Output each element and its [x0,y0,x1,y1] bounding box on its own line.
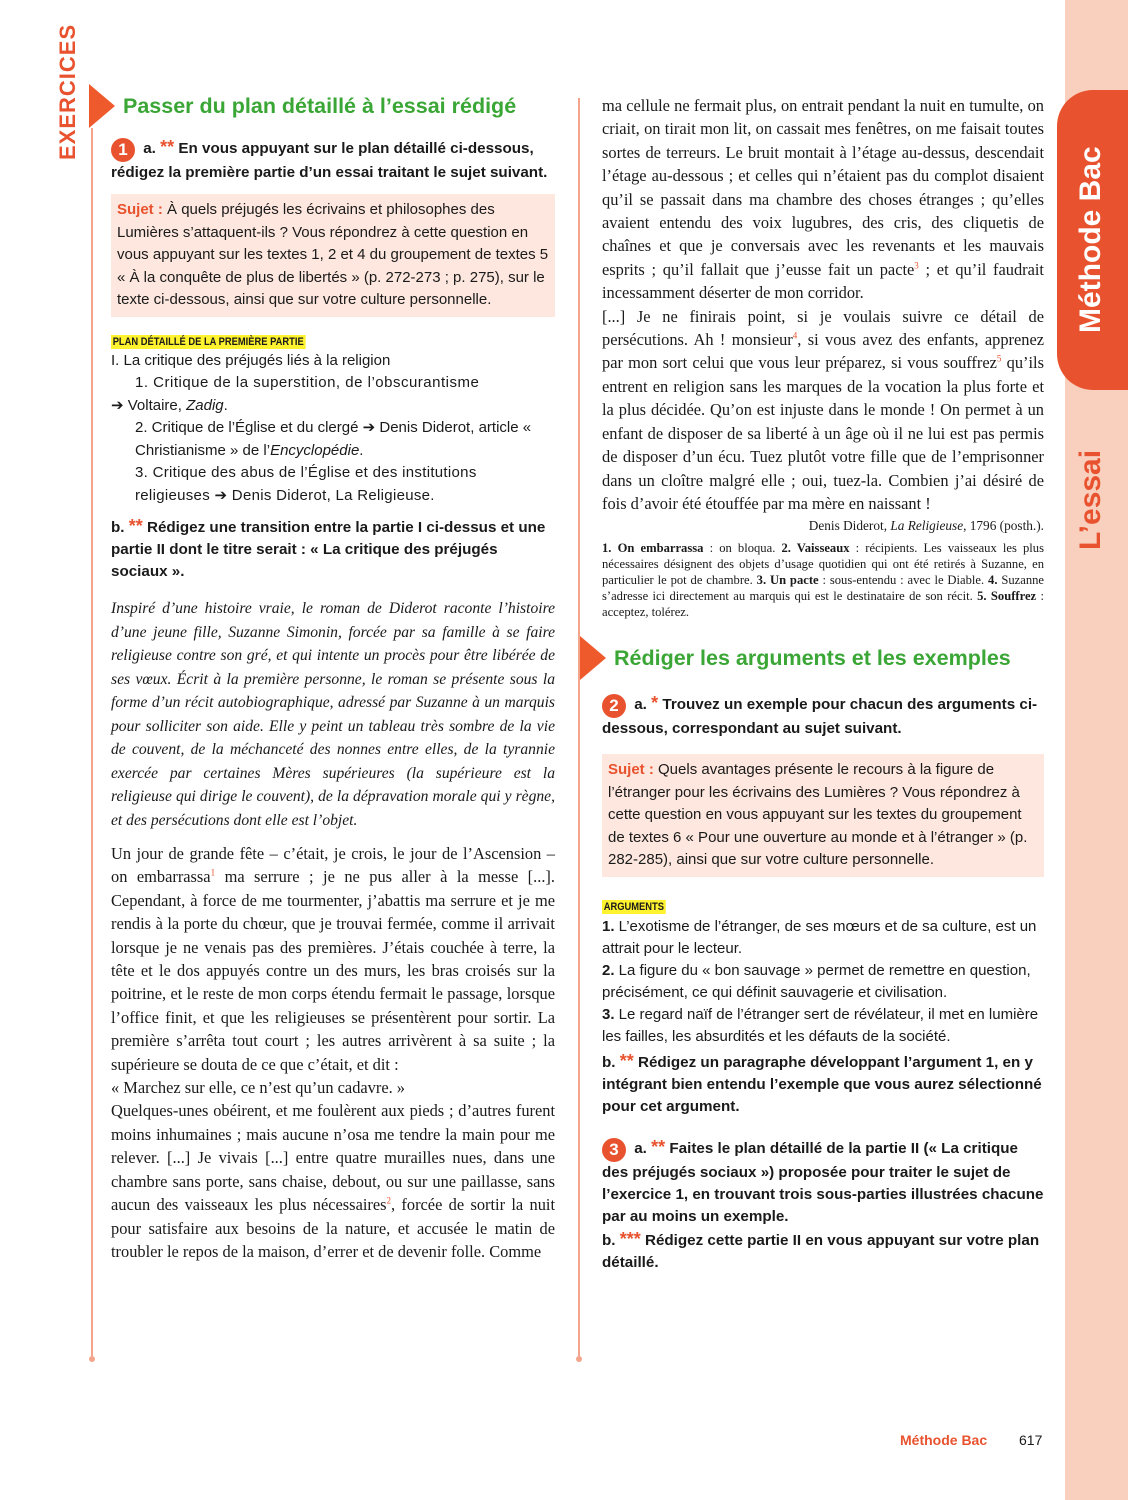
plan-item-3: 3. Critique des abus de l’Église et des institutions religieuses ➔ Denis Diderot, La Religieuse. [135,464,477,504]
difficulty-stars: * [651,693,659,714]
right-column [602,94,1044,1274]
excerpt-paragraph-3: Quelques-unes obéirent, et me foulèrent aux pieds ; d’autres furent moins inhumaines ; mais aucune n’osa me tendre la main pour me relever. [...] Je vivais [...] entre quatre murailles nues, dans une chambre sans porte, sans chaise, debout, ou sur une paillasse, sans aucun des vaisseaux les plus nécessaires$^2$, forcée de sortir la nuit pour satisfaire aux besoins de la nature, et accusée le matin de troubler le repos de la maison, d’errer et de devenir folle. Comme [111,1101,555,1261]
argument-item: 2. La figure du « bon sauvage » permet de remettre en question, précisément, ce qui définit sauvagerie et civilisation. [602,961,1031,1001]
footnote-ref: 4 [792,330,798,341]
footnote-ref: 1 [210,867,216,878]
excerpt-continued-2: [...] Je ne finirais point, si je voulais suivre ce détail de persécutions. Ah ! monsieur$^4$, si vous avez des enfants, apprenez par mon sort celui que vous leur préparez, si vous souffrez$^5$ qu’ils entrent en religion sans les marques de la vocation la plus forte et la plus décidée. Qu’on est injuste dans le monde ! On permet à un enfant de disposer de sa liberté à un âge où il ne lui est pas permis de disposer d’un écu. Tuez plutôt votre fille que de l’emprisonner dans un cloître malgré elle ; oui, tuez-la. Combien j’ai désiré de fois d’avoir été étouffée par ma mère en naissant ! [602,306,1044,513]
footnotes: 1. On embarrassa : on bloqua. 2. Vaisseaux : récipients. Les vaisseaux les plus nécessaires désignent des objets d’usage quotidien qui ont été retirés à Suzanne, en particulier le pot de chambre. 3. Un pacte : sous-entendu : avec le Diable. 4. Suzanne s’adresse ici directement au marquis qui est le destinataire de son récit. 5. Souffrez : acceptez, tolérez. [602,541,1045,620]
arguments-tag: ARGUMENTS [603,900,664,913]
footer-label: Méthode Bac [900,1432,988,1448]
exercise-2b-text: Rédigez un paragraphe développant l’argument 1, en y intégrant bien entendu l’exemple que vous aurez sélectionné pour cet argument. [602,1053,1042,1115]
subject-box-2 [602,754,1044,877]
letter: a. [634,1139,647,1157]
section-title-2-text: Rédiger les arguments et les exemples [614,645,1011,670]
footnote-ref: 5 [996,354,1002,364]
difficulty-stars: ** [128,516,143,536]
section-arrow-icon [580,636,606,680]
subject-label: Sujet : [608,761,654,779]
left-column [111,84,555,1263]
exercise-3b-text: Rédigez cette partie II en vous appuyant sur votre plan détaillé. [602,1231,1040,1271]
exercise-3a-text: Faites le plan détaillé de la partie II (« La critique des préjugés sociaux ») proposée pour traiter le sujet de l’exercice 1, en trouvant trois sous-parties illustrées chacune par au moins un exemple. [602,1139,1044,1225]
letter: a. [634,696,647,714]
argument-item: 3. Le regard naïf de l’étranger sert de révélateur, il met en lumière les failles, les absurdités et les défauts de la société. [602,1005,1039,1045]
excerpt-continued-1: ma cellule ne fermait plus, on entrait pendant la nuit en tumulte, on criait, on tirait mon lit, on cassait mes fenêtres, on me faisait toutes sortes de terreurs. Le bruit montait à l’étage au-dessus, descendait l’étage au-dessous ; et celles qui n’étaient pas du complot disaient qu’il se passait dans ma chambre des choses étranges ; qu’elles avaient entendu des voix lugubres, des cris, des cliquetis de chaînes et que je conversais avec les revenants et les mauvais esprits ; qu’il fallait que j’eusse fait un pacte$^3$ ; et qu’il faudrait incessamment déserter de mon corridor. [602,96,1044,303]
detailed-plan [111,350,555,508]
exercise-2a-text: Trouvez un exemple pour chacun des arguments ci-dessous, correspondant au sujet suivant. [602,696,1038,738]
subject-text: Quels avantages présente le recours à la figure de l’étranger pour les écrivains des Lumières ? Vous répondrez à cette question en vous appuyant sur les textes du groupement de textes 6 « Pour une ouverture au monde et à l’étranger » (p. 282-285), ainsi que sur votre culture personnelle. [608,761,1028,869]
page-footer [900,1432,1042,1448]
subject-box-1 [111,194,555,317]
section-arrow-icon [89,84,115,128]
subject-text: À quels préjugés les écrivains et philosophes des Lumières s’attaquent-ils ? Vous répondrez à cette question en vous appuyant sur les textes 1, 2 et 4 du groupement de textes 5 « À la conquête de plus de libertés » (p. 272-273 ; p. 275), sur le texte ci-dessous, ainsi que sur votre culture personnelle. [117,201,549,308]
difficulty-stars: ** [160,137,175,157]
exercise-1b-text: Rédigez une transition entre la partie I ci-dessus et une partie II dont le titre serait : « La critique des préjugés sociaux ». [111,519,546,580]
essai-section-label: L’essai [1074,449,1107,551]
plan-item-1: 1. Critique de la superstition, de l’obscurantisme [135,374,480,391]
letter: b. [602,1231,616,1249]
exercise-number-badge: 3 [602,1138,626,1162]
excerpt-paragraph-2: « Marchez sur elle, ce n’est qu’un cadavre. » [111,1078,405,1098]
methode-bac-tab-label: Méthode Bac [1074,146,1107,334]
section-title-1 [111,84,555,128]
section-title-1-text: Passer du plan détaillé à l’essai rédigé [123,93,517,118]
footnote-ref: 3 [914,260,919,271]
attribution: Denis Diderot, La Religieuse, 1796 (posth.). [808,518,1044,534]
exercise-3b [602,1228,1044,1274]
exercices-label: EXERCICES [55,23,80,161]
exercise-3a [602,1136,1044,1228]
exercise-2a [602,692,1044,740]
footnote-ref: 2 [386,1195,392,1206]
text-introduction: Inspiré d’une histoire vraie, le roman de Diderot raconte l’histoire d’une jeune fille, Suzanne Simonin, forcée par sa famille à se faire religieuse contre son gré, et qui intente un procès pour être libérée de ses vœux. Écrit à la première personne, le roman se présente sous la forme d’un récit autobiographique, adressé par Suzanne à un marquis pour solliciter son aide. Elle y peint un tableau très sombre de la vie de couvent, de la méchanceté des nonnes entre elles, de la tyrannie exercée par certaines Mères supérieures (la supérieure est la religieuse qui dirige le couvent), de la dépravation morale qui y règne, et des persécutions dont elle est l’objet. [111,600,555,829]
exercise-2b [602,1050,1044,1118]
arguments-list [602,916,1044,1048]
page-number: 617 [1019,1432,1043,1448]
exercise-1b [111,515,555,583]
middle-column-rule [578,98,580,1356]
left-column-rule [91,128,93,1356]
subject-label: Sujet : [117,201,163,218]
exercise-number-badge: 2 [602,694,626,718]
plan-main: I. La critique des préjugés liés à la religion [111,351,391,369]
letter: a. [143,140,156,157]
letter: b. [602,1053,616,1071]
difficulty-stars: ** [651,1136,666,1157]
argument-item: 1. L’exotisme de l’étranger, de ses mœurs et de sa culture, est un attrait pour le lecteur. [602,917,1037,957]
section-title-2 [602,636,1044,680]
exercise-1a [111,136,555,184]
letter: b. [111,519,125,536]
difficulty-stars: ** [619,1050,634,1071]
plan-item-2: 2. Critique de l’Église et du clergé ➔ Denis Diderot, article « Christianisme » de l’Encyclopédie. [135,419,532,459]
plan-item-1-ref: ➔ Voltaire, Zadig. [111,396,228,414]
difficulty-stars: *** [619,1228,641,1249]
exercise-1a-text: En vous appuyant sur le plan détaillé ci-dessous, rédigez la première partie d’un essai traitant le sujet suivant. [111,140,548,181]
plan-tag: PLAN DÉTAILLÉ DE LA PREMIÈRE PARTIE [112,335,304,348]
exercise-number-badge: 1 [111,138,135,162]
excerpt-paragraph-1: Un jour de grande fête – c’était, je crois, le jour de l’Ascension – on embarrassa$^1$ ma serrure ; je ne pus aller à la messe [...]. Cependant, à force de me tourmenter, j’abattis ma serrure et je me rendis à la porte du chœur, que je trouvai fermée, comme il arrivait lorsque je ne venais pas des premières. J’étais couchée à terre, la tête et le dos appuyés contre un des murs, les bras croisés sur la poitrine, et le reste de mon corps étendu fermait le passage, lorsque l’office finit, et que les religieuses se présentèrent pour sortir. La première s’arrêta tout court ; les autres arrivèrent à sa suite ; la supérieure se douta de ce que c’était, et dit : [111,844,555,1074]
